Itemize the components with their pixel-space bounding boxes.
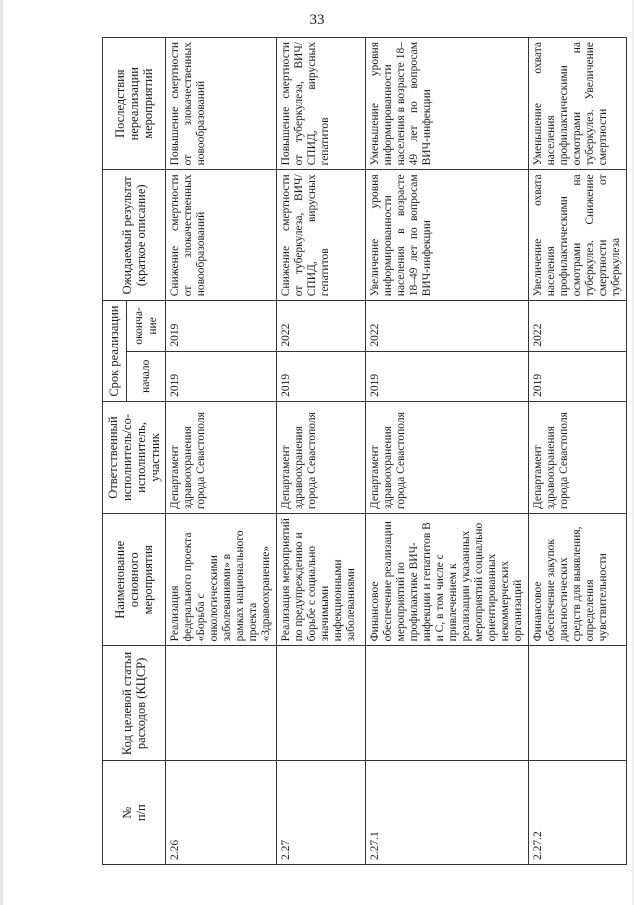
cell-executor: Департамент здравоохранения города Севастополя [166, 401, 277, 513]
scan-edge-left [0, 0, 3, 905]
cell-kcsr [366, 646, 529, 761]
cell-num: 2.27.2 [529, 761, 627, 865]
table-row [166, 38, 277, 865]
cell-result: Снижение смертности от туберкулеза, ВИЧ/СПИД, вирусных гепатитов [277, 170, 366, 301]
table-row [277, 38, 366, 865]
cell-consequences: Уменьшение уровня информированности населения в возрасте 18–49 лет по вопросам ВИЧ-инфекции [366, 38, 529, 170]
cell-end: 2019 [166, 301, 277, 351]
cell-consequences: Повышение смертности от туберкулеза, ВИЧ/СПИД, вирусных гепатитов [277, 38, 366, 170]
rotated-table-frame [102, 37, 622, 865]
cell-start: 2019 [366, 351, 529, 401]
cell-name: Реализация федерального проекта «Борьба с онкологическими заболеваниями» в рамках национального проекта «Здравоохранение» [166, 514, 277, 646]
cell-executor: Департамент здравоохранения города Севастополя [277, 401, 366, 513]
cell-kcsr [277, 646, 366, 761]
cell-end: 2022 [529, 301, 627, 351]
cell-start: 2019 [529, 351, 627, 401]
cell-end: 2022 [277, 301, 366, 351]
cell-kcsr [166, 646, 277, 761]
cell-executor: Департамент здравоохранения города Севастополя [366, 401, 529, 513]
header-executor: Ответственный исполнитель/со-исполнитель, участник [103, 401, 166, 513]
table-row [529, 38, 627, 865]
header-term: Срок реализации [103, 301, 127, 402]
cell-num: 2.27 [277, 761, 366, 865]
cell-name: Реализация мероприятий по предупреждению и борьбе с социально значимыми инфекционными заболеваниями [277, 514, 366, 646]
header-name: Наименование основного мероприятия [103, 514, 166, 646]
cell-num: 2.27.1 [366, 761, 529, 865]
table-header-row [103, 38, 127, 865]
cell-start: 2019 [166, 351, 277, 401]
header-result: Ожидаемый результат (краткое описание) [103, 170, 166, 301]
header-consequences: Последствия нереализации мероприятий [103, 38, 166, 170]
cell-consequences: Уменьшение охвата населения профилактическими осмотрами на туберкулез. Увеличение смертности [529, 38, 627, 170]
page-number: 33 [309, 12, 325, 28]
cell-result: Увеличение уровня информированности населения в возрасте 18–49 лет по вопросам ВИЧ-инфекции [366, 170, 529, 301]
header-term-end: оконча-ние [126, 301, 165, 351]
cell-name: Финансовое обеспечение реализации мероприятий по профилактике ВИЧ-инфекции и гепатитов В и С, в том числе с привлечением к реализации указанных мероприятий социально ориентированных некоммерческих организаций [366, 514, 529, 646]
cell-result: Увеличение охвата населения профилактическими осмотрами на туберкулез. Снижение смертности от туберкулеза [529, 170, 627, 301]
header-kcsr: Код целевой статьи расходов (КЦСР) [103, 646, 166, 761]
cell-executor: Департамент здравоохранения города Севастополя [529, 401, 627, 513]
cell-end: 2022 [366, 301, 529, 351]
rotated-table-container [102, 37, 622, 865]
cell-start: 2019 [277, 351, 366, 401]
cell-name: Финансовое обеспечение закупок диагностических средств для выявления, определения чувствительности [529, 514, 627, 646]
cell-consequences: Повышение смертности от злокачественных новообразований [166, 38, 277, 170]
cell-kcsr [529, 646, 627, 761]
header-term-start: начало [126, 351, 165, 401]
table-row [366, 38, 529, 865]
cell-num: 2.26 [166, 761, 277, 865]
cell-result: Снижение смертности от злокачественных новообразований [166, 170, 277, 301]
program-activities-table [102, 37, 627, 865]
header-num: № п/п [103, 761, 166, 865]
